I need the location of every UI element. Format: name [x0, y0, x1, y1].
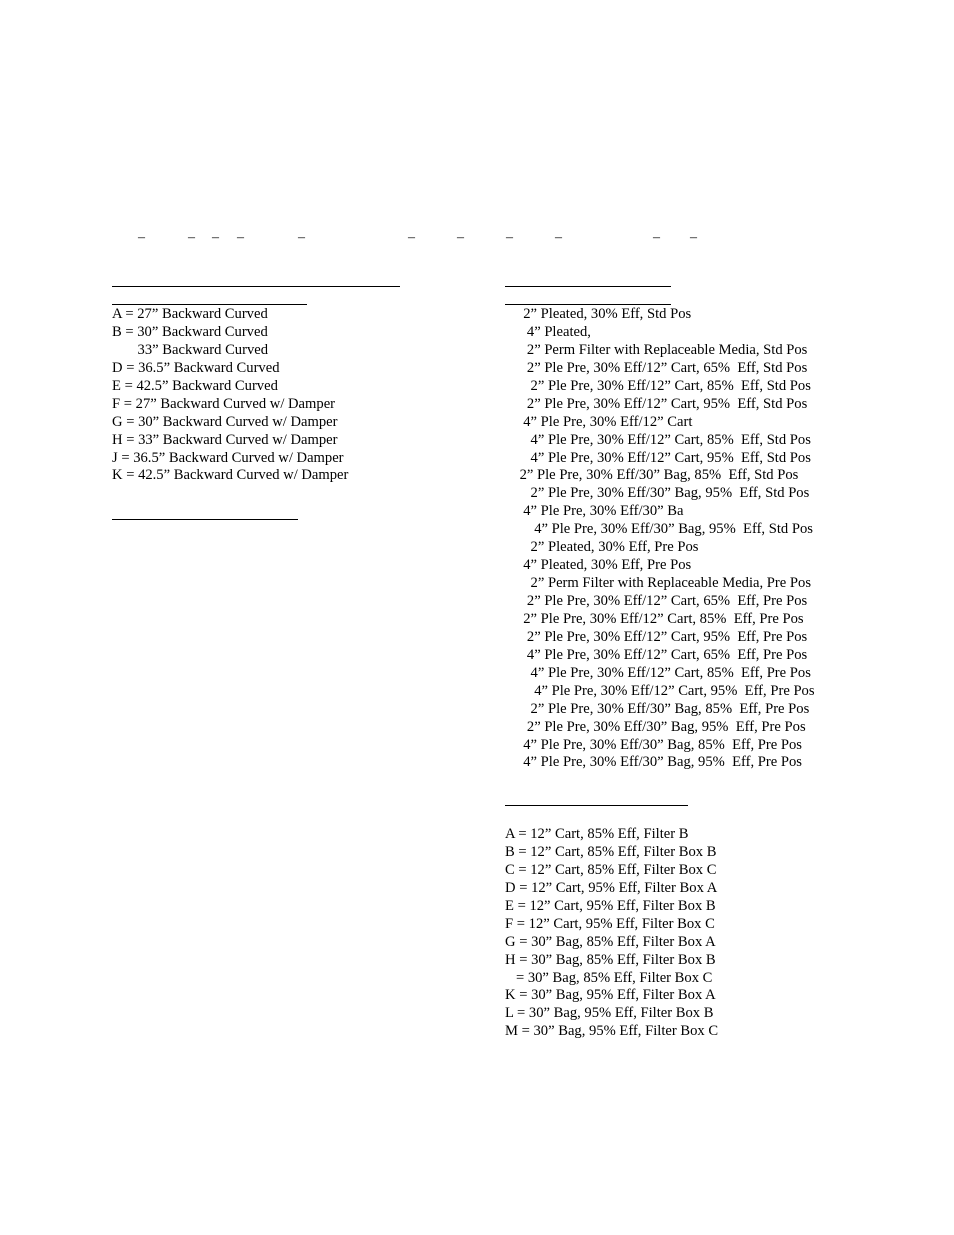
list-item: D = 36.5” Backward Curved [112, 359, 280, 376]
list-item: A = 27” Backward Curved [112, 306, 268, 322]
filter-options-list [505, 306, 815, 772]
code-separator: – [555, 230, 562, 245]
list-item: 4” Pleated, [505, 323, 591, 340]
list-item: 2” Pleated, 30% Eff, Pre Pos [505, 539, 699, 556]
list-item: F = 27” Backward Curved w/ Damper [112, 395, 336, 412]
list-item: = 30” Bag, 85% Eff, Filter Box C [505, 969, 713, 986]
list-item: M = 30” Bag, 95% Eff, Filter Box C [505, 1023, 719, 1040]
list-item: 4” Ple Pre, 30% Eff/12” Cart, 95% Eff, Pre Pos [505, 682, 815, 699]
list-item: 2” Ple Pre, 30% Eff/12” Cart, 95% Eff, Pre Pos [505, 628, 808, 645]
list-item: 2” Ple Pre, 30% Eff/12” Cart, 85% Eff, Pre Pos [505, 610, 804, 627]
list-item: K = 42.5” Backward Curved w/ Damper [112, 467, 349, 484]
fan-heading-rule [112, 304, 307, 305]
list-item: 2” Ple Pre, 30% Eff/12” Cart, 65% Eff, Std Pos [505, 359, 808, 376]
final-filter-heading-rule [505, 805, 688, 806]
list-item: 2” Perm Filter with Replaceable Media, Pre Pos [505, 575, 811, 592]
code-separator: – [212, 230, 219, 245]
list-item: 4” Ple Pre, 30% Eff/30” Bag, 95% Eff, Pre Pos [505, 754, 802, 771]
list-item: B = 12” Cart, 85% Eff, Filter Box B [505, 843, 717, 860]
list-item: 4” Ple Pre, 30% Eff/30” Bag, 95% Eff, Std Pos [505, 521, 813, 538]
final-filter-options-list [505, 826, 718, 1041]
list-item: 4” Ple Pre, 30% Eff/12” Cart, 85% Eff, Pre Pos [505, 664, 811, 681]
list-item: 2” Ple Pre, 30% Eff/12” Cart, 95% Eff, Std Pos [505, 395, 808, 412]
filter-heading-rule [505, 304, 671, 305]
code-separator: – [298, 230, 305, 245]
list-item: 2” Ple Pre, 30% Eff/30” Bag, 95% Eff, Std Pos [505, 485, 810, 502]
list-item: 4” Ple Pre, 30% Eff/12” Cart, 95% Eff, Std Pos [505, 449, 811, 466]
fan-options-list [112, 306, 348, 485]
list-item: 4” Ple Pre, 30% Eff/30” Bag, 85% Eff, Pre Pos [505, 736, 802, 753]
code-separator: – [237, 230, 244, 245]
left-lower-heading-rule [112, 519, 298, 520]
list-item: 2” Ple Pre, 30% Eff/30” Bag, 85% Eff, Std Pos [505, 467, 799, 484]
list-item: D = 12” Cart, 95% Eff, Filter Box A [505, 879, 718, 896]
list-item: E = 12” Cart, 95% Eff, Filter Box B [505, 897, 716, 914]
list-item: 33” Backward Curved [112, 341, 269, 358]
list-item: B = 30” Backward Curved [112, 323, 268, 340]
list-item: G = 30” Backward Curved w/ Damper [112, 413, 338, 430]
code-separator: – [188, 230, 195, 245]
code-separator: – [138, 230, 145, 245]
code-separator: – [653, 230, 660, 245]
list-item: 2” Pleated, 30% Eff, Std Pos [505, 306, 692, 322]
list-item: 4” Pleated, 30% Eff, Pre Pos [505, 557, 692, 574]
list-item: 2” Perm Filter with Replaceable Media, Std Pos [505, 341, 808, 358]
list-item: L = 30” Bag, 95% Eff, Filter Box B [505, 1005, 714, 1022]
list-item: A = 12” Cart, 85% Eff, Filter B [505, 826, 689, 842]
list-item: 2” Ple Pre, 30% Eff/30” Bag, 85% Eff, Pre Pos [505, 700, 810, 717]
list-item: E = 42.5” Backward Curved [112, 377, 278, 394]
code-separator: – [506, 230, 513, 245]
code-separator: – [408, 230, 415, 245]
list-item: 4” Ple Pre, 30% Eff/12” Cart, 65% Eff, Pre Pos [505, 646, 808, 663]
list-item: G = 30” Bag, 85% Eff, Filter Box A [505, 933, 716, 950]
list-item: 2” Ple Pre, 30% Eff/12” Cart, 85% Eff, Std Pos [505, 377, 811, 394]
list-item: 4” Ple Pre, 30% Eff/12” Cart [505, 413, 693, 430]
list-item: 4” Ple Pre, 30% Eff/30” Ba [505, 503, 684, 520]
list-item: C = 12” Cart, 85% Eff, Filter Box C [505, 861, 717, 878]
list-item: 2” Ple Pre, 30% Eff/30” Bag, 95% Eff, Pre Pos [505, 718, 806, 735]
list-item: J = 36.5” Backward Curved w/ Damper [112, 449, 344, 466]
list-item: 4” Ple Pre, 30% Eff/12” Cart, 85% Eff, Std Pos [505, 431, 811, 448]
section-heading-rule-left [112, 286, 400, 287]
section-heading-rule-right [505, 286, 671, 287]
list-item: H = 30” Bag, 85% Eff, Filter Box B [505, 951, 716, 968]
list-item: 2” Ple Pre, 30% Eff/12” Cart, 65% Eff, Pre Pos [505, 593, 808, 609]
list-item: K = 30” Bag, 95% Eff, Filter Box A [505, 987, 716, 1004]
code-separator: – [690, 230, 697, 245]
list-item: F = 12” Cart, 95% Eff, Filter Box C [505, 915, 715, 932]
list-item: H = 33” Backward Curved w/ Damper [112, 431, 338, 448]
code-separator: – [457, 230, 464, 245]
